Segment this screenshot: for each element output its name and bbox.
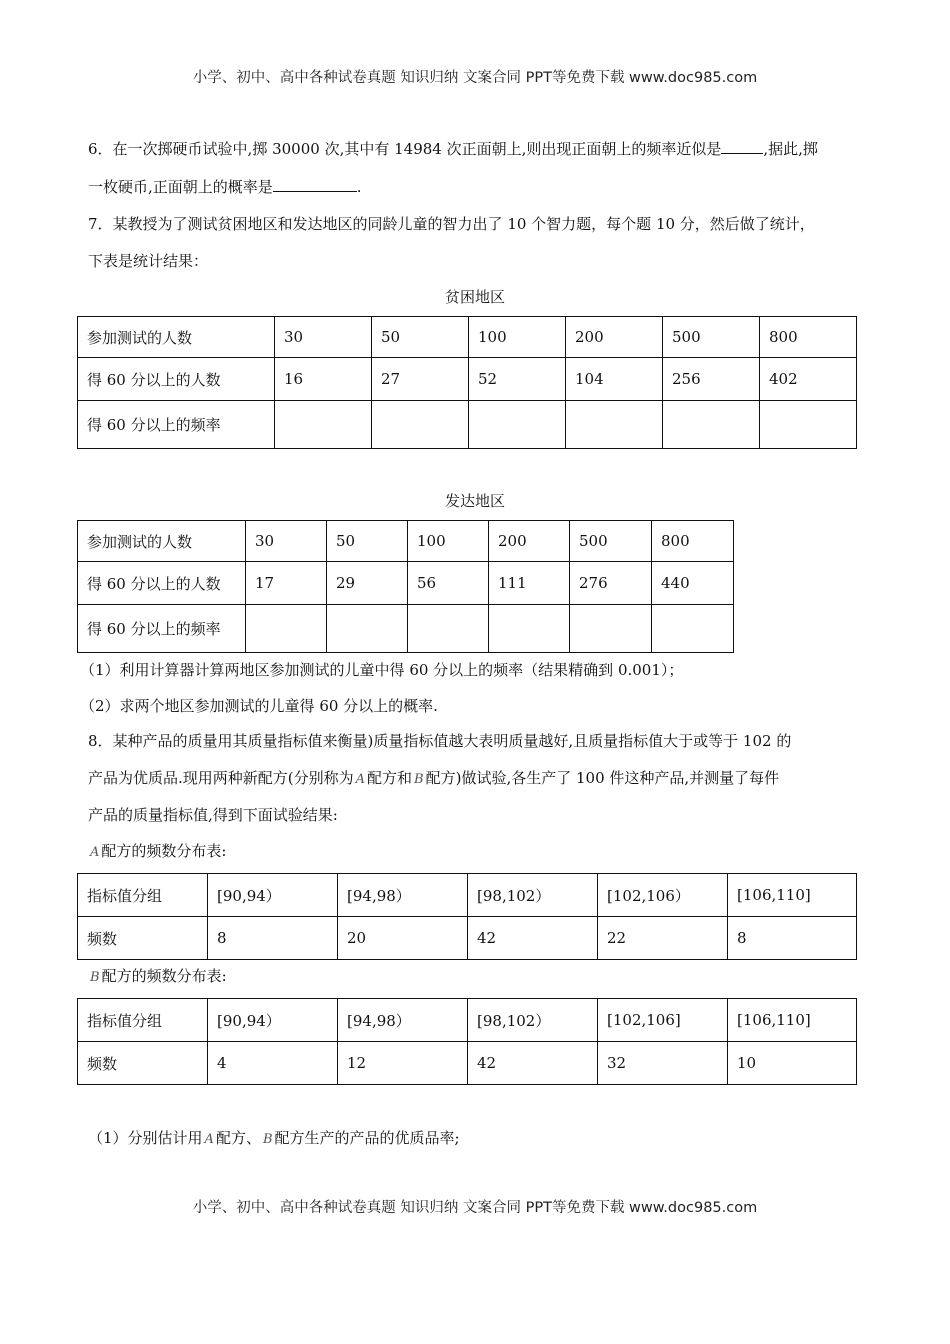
row-label: 得 60 分以上的频率 bbox=[78, 605, 246, 653]
q8-line1: 8．某种产品的质量用其质量指标值来衡量)质量指标值越大表明质量越好,且质量指标值大于或等于 102 的 bbox=[88, 732, 792, 750]
q8-sub1-text-c: 配方生产的产品的优质品率; bbox=[274, 1129, 460, 1147]
q6-text-a: 6．在一次掷硬币试验中,掷 30000 次,其中有 14984 次正面朝上,则出现正面朝上的频率近似是 bbox=[88, 140, 722, 158]
table-cell: 56 bbox=[408, 562, 489, 605]
table-cell: 500 bbox=[570, 521, 652, 562]
table-cell-empty bbox=[652, 605, 734, 653]
table-cell: 100 bbox=[408, 521, 489, 562]
q8-text-a: 产品为优质品.现用两种新配方(分别称为 bbox=[88, 769, 354, 787]
table-row bbox=[78, 917, 857, 960]
table-row bbox=[78, 874, 857, 917]
var-a: A bbox=[204, 1132, 214, 1147]
q7-line1: 7．某教授为了测试贫困地区和发达地区的同龄儿童的智力出了 10 个智力题，每个题 10 分，然后做了统计， bbox=[88, 215, 815, 233]
var-b: B bbox=[262, 1132, 273, 1147]
table-row bbox=[78, 317, 857, 358]
table-cell: 32 bbox=[598, 1042, 728, 1085]
table-header-cell: 指标值分组 bbox=[78, 874, 208, 917]
table-header-cell: [102,106] bbox=[598, 999, 728, 1042]
table-header-cell: [94,98） bbox=[338, 874, 468, 917]
tableB-caption-text: 配方的频数分布表: bbox=[101, 967, 227, 985]
table-header-cell: [90,94） bbox=[208, 874, 338, 917]
table-cell-empty bbox=[566, 401, 663, 449]
table-row bbox=[78, 605, 734, 653]
q6-line2 bbox=[88, 176, 362, 197]
table-row bbox=[78, 999, 857, 1042]
q6-line1 bbox=[88, 138, 818, 159]
table-header-cell: [106,110] bbox=[728, 999, 857, 1042]
row-label: 得 60 分以上的人数 bbox=[78, 358, 275, 401]
q6-blank-frequency bbox=[721, 138, 763, 154]
table-row bbox=[78, 1042, 857, 1085]
table-cell-empty bbox=[275, 401, 372, 449]
table-cell-empty bbox=[760, 401, 857, 449]
table-cell: 200 bbox=[489, 521, 570, 562]
row-label: 频数 bbox=[78, 1042, 208, 1085]
table-header-cell: [98,102） bbox=[468, 999, 598, 1042]
row-label: 参加测试的人数 bbox=[78, 317, 275, 358]
q8-sub1-text-a: （1）分别估计用 bbox=[88, 1129, 203, 1147]
table-cell: 17 bbox=[246, 562, 327, 605]
tableA-caption bbox=[88, 841, 226, 863]
table-cell: 104 bbox=[566, 358, 663, 401]
table1-caption: 贫困地区 bbox=[444, 288, 505, 306]
table-cell: 27 bbox=[372, 358, 469, 401]
table-cell: 30 bbox=[275, 317, 372, 358]
formula-b-table bbox=[77, 998, 857, 1085]
table-header-cell: [106,110] bbox=[728, 874, 857, 917]
table-cell-empty bbox=[372, 401, 469, 449]
tableA-caption-text: 配方的频数分布表: bbox=[101, 842, 227, 860]
q6-text-d: . bbox=[356, 178, 362, 196]
poor-region-table bbox=[77, 316, 857, 449]
table-cell: 200 bbox=[566, 317, 663, 358]
q8-line3: 产品的质量指标值,得到下面试验结果: bbox=[88, 806, 338, 824]
var-a: A bbox=[90, 845, 100, 860]
table2-caption: 发达地区 bbox=[444, 492, 505, 510]
tableB-caption bbox=[88, 966, 227, 988]
var-a: A bbox=[355, 772, 366, 787]
table-cell: 500 bbox=[663, 317, 760, 358]
q8-sub1 bbox=[88, 1128, 460, 1150]
table-cell: 20 bbox=[338, 917, 468, 960]
q8-text-c: 配方)做试验,各生产了 100 件这种产品,并测量了每件 bbox=[425, 769, 780, 787]
table-cell-empty bbox=[327, 605, 408, 653]
table-cell: 42 bbox=[468, 1042, 598, 1085]
table-header-cell: [102,106） bbox=[598, 874, 728, 917]
table-cell: 50 bbox=[327, 521, 408, 562]
table-cell: 50 bbox=[372, 317, 469, 358]
table-cell: 8 bbox=[728, 917, 857, 960]
table-cell: 276 bbox=[570, 562, 652, 605]
table-cell: 22 bbox=[598, 917, 728, 960]
table-cell-empty bbox=[489, 605, 570, 653]
table-cell: 12 bbox=[338, 1042, 468, 1085]
q8-text-b: 配方和 bbox=[367, 769, 413, 787]
table-cell: 30 bbox=[246, 521, 327, 562]
table-row bbox=[78, 562, 734, 605]
table-row bbox=[78, 521, 734, 562]
table-cell: 440 bbox=[652, 562, 734, 605]
table-cell: 100 bbox=[469, 317, 566, 358]
table-cell: 52 bbox=[469, 358, 566, 401]
q6-text-c: 一枚硬币,正面朝上的概率是 bbox=[88, 178, 273, 196]
table-header-cell: [98,102） bbox=[468, 874, 598, 917]
var-b: B bbox=[90, 970, 100, 985]
developed-region-table bbox=[77, 520, 734, 653]
table-cell: 111 bbox=[489, 562, 570, 605]
table-header-cell: 指标值分组 bbox=[78, 999, 208, 1042]
table-cell: 42 bbox=[468, 917, 598, 960]
table-cell: 256 bbox=[663, 358, 760, 401]
q6-text-b: ,据此,掷 bbox=[763, 140, 818, 158]
table-cell: 800 bbox=[652, 521, 734, 562]
var-b: B bbox=[414, 772, 424, 787]
table-cell: 8 bbox=[208, 917, 338, 960]
q7-sub2: （2）求两个地区参加测试的儿童得 60 分以上的概率. bbox=[80, 697, 438, 715]
table-cell: 29 bbox=[327, 562, 408, 605]
row-label: 得 60 分以上的频率 bbox=[78, 401, 275, 449]
table-cell-empty bbox=[663, 401, 760, 449]
row-label: 得 60 分以上的人数 bbox=[78, 562, 246, 605]
table-header-cell: [94,98） bbox=[338, 999, 468, 1042]
table-cell-empty bbox=[408, 605, 489, 653]
table-row bbox=[78, 401, 857, 449]
table-cell: 4 bbox=[208, 1042, 338, 1085]
formula-a-table bbox=[77, 873, 857, 960]
table-cell-empty bbox=[246, 605, 327, 653]
table-header-cell: [90,94） bbox=[208, 999, 338, 1042]
table-row bbox=[78, 358, 857, 401]
row-label: 频数 bbox=[78, 917, 208, 960]
table-cell-empty bbox=[570, 605, 652, 653]
table-cell: 800 bbox=[760, 317, 857, 358]
row-label: 参加测试的人数 bbox=[78, 521, 246, 562]
q8-line2 bbox=[88, 768, 779, 790]
page-header-banner: 小学、初中、高中各种试卷真题 知识归纳 文案合同 PPT等免费下载 www.doc985.com bbox=[192, 70, 758, 86]
table-cell: 10 bbox=[728, 1042, 857, 1085]
q7-line2: 下表是统计结果： bbox=[88, 252, 209, 270]
table-cell-empty bbox=[469, 401, 566, 449]
q6-blank-probability bbox=[273, 176, 357, 192]
table-cell: 402 bbox=[760, 358, 857, 401]
table-cell: 16 bbox=[275, 358, 372, 401]
q8-sub1-text-b: 配方、 bbox=[215, 1129, 261, 1147]
q7-sub1: （1）利用计算器计算两地区参加测试的儿童中得 60 分以上的频率（结果精确到 0.001）； bbox=[80, 661, 684, 679]
page-footer-banner: 小学、初中、高中各种试卷真题 知识归纳 文案合同 PPT等免费下载 www.doc985.com bbox=[192, 1200, 758, 1216]
